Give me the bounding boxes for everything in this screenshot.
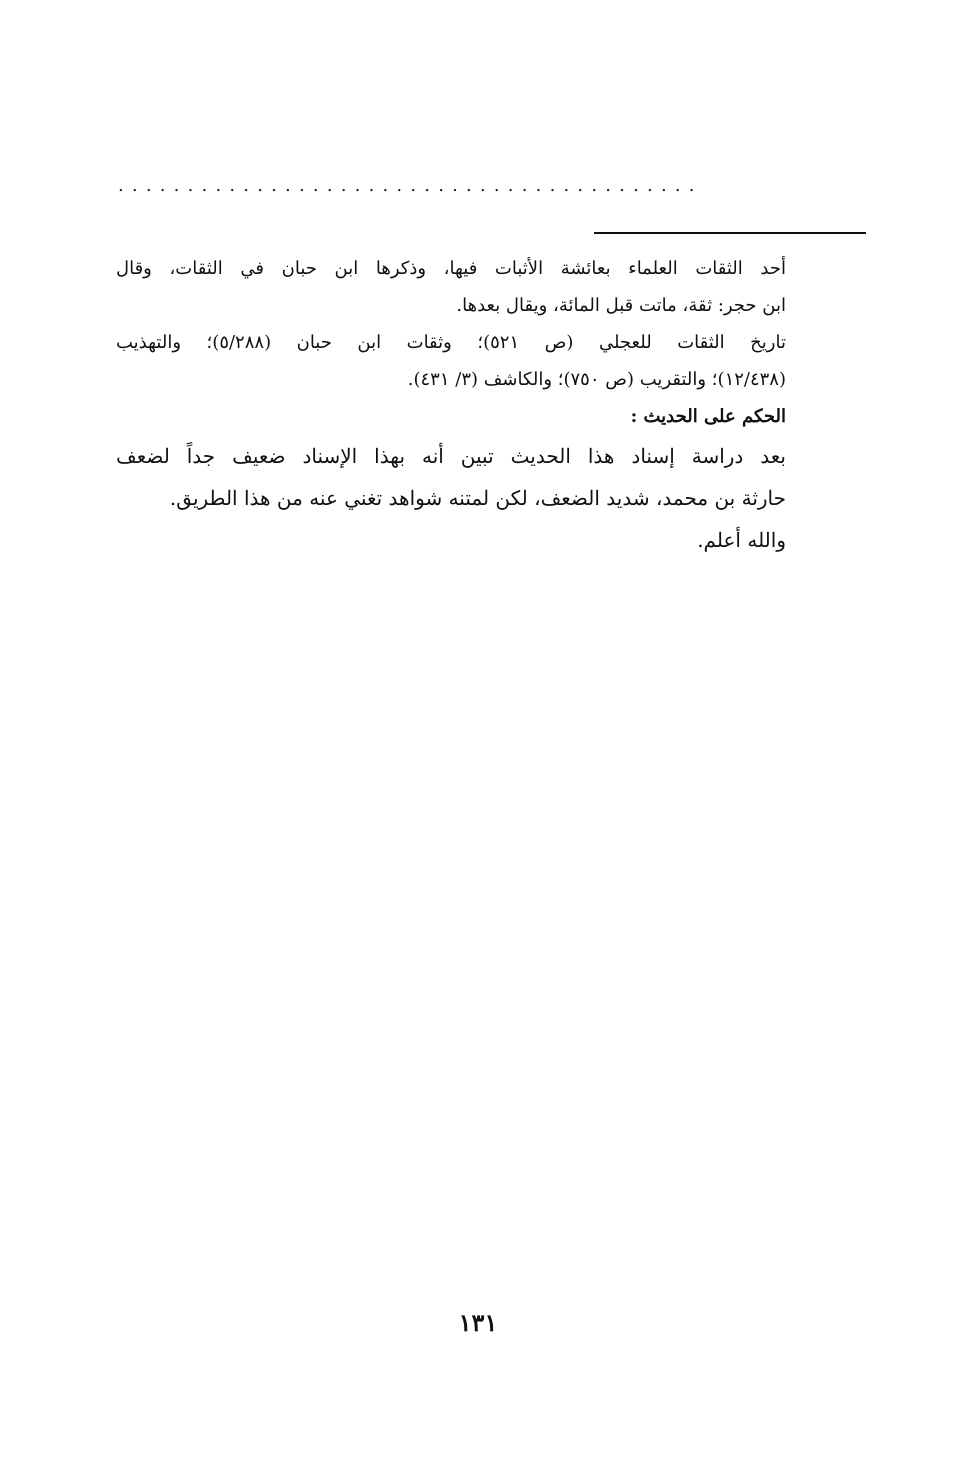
page-text	[116, 250, 786, 561]
footnote-line-1: أحد الثقات العلماء بعائشة الأثبات فيها، وذكرها ابن حبان في الثقات، وقال	[116, 258, 786, 279]
page-number: ١٣١	[458, 1308, 498, 1337]
footnote-rule	[594, 232, 866, 234]
ruling-line-2: حارثة بن محمد، شديد الضعف، لكن لمتنه شواهد تغني عنه من هذا الطريق.	[169, 486, 786, 510]
ruling-line-1: بعد دراسة إسناد هذا الحديث تبين أنه بهذا الإسناد ضعيف جداً لضعف	[116, 444, 786, 468]
ruling-heading: الحكم على الحديث :	[630, 406, 786, 427]
footnote-line-2: ابن حجر: ثقة، ماتت قبل المائة، ويقال بعدها.	[456, 295, 786, 316]
footnote-line-4: (١٢/٤٣٨)؛ والتقريب (ص ٧٥٠)؛ والكاشف (٣/ ٤٣١).	[407, 369, 786, 390]
ruling-line-3: والله أعلم.	[697, 528, 786, 552]
dotted-separator: ..........................................	[118, 176, 703, 196]
footnote-line-3: تاريخ الثقات للعجلي (ص ٥٢١)؛ وثقات ابن حبان (٥/٢٨٨)؛ والتهذيب	[116, 332, 786, 353]
